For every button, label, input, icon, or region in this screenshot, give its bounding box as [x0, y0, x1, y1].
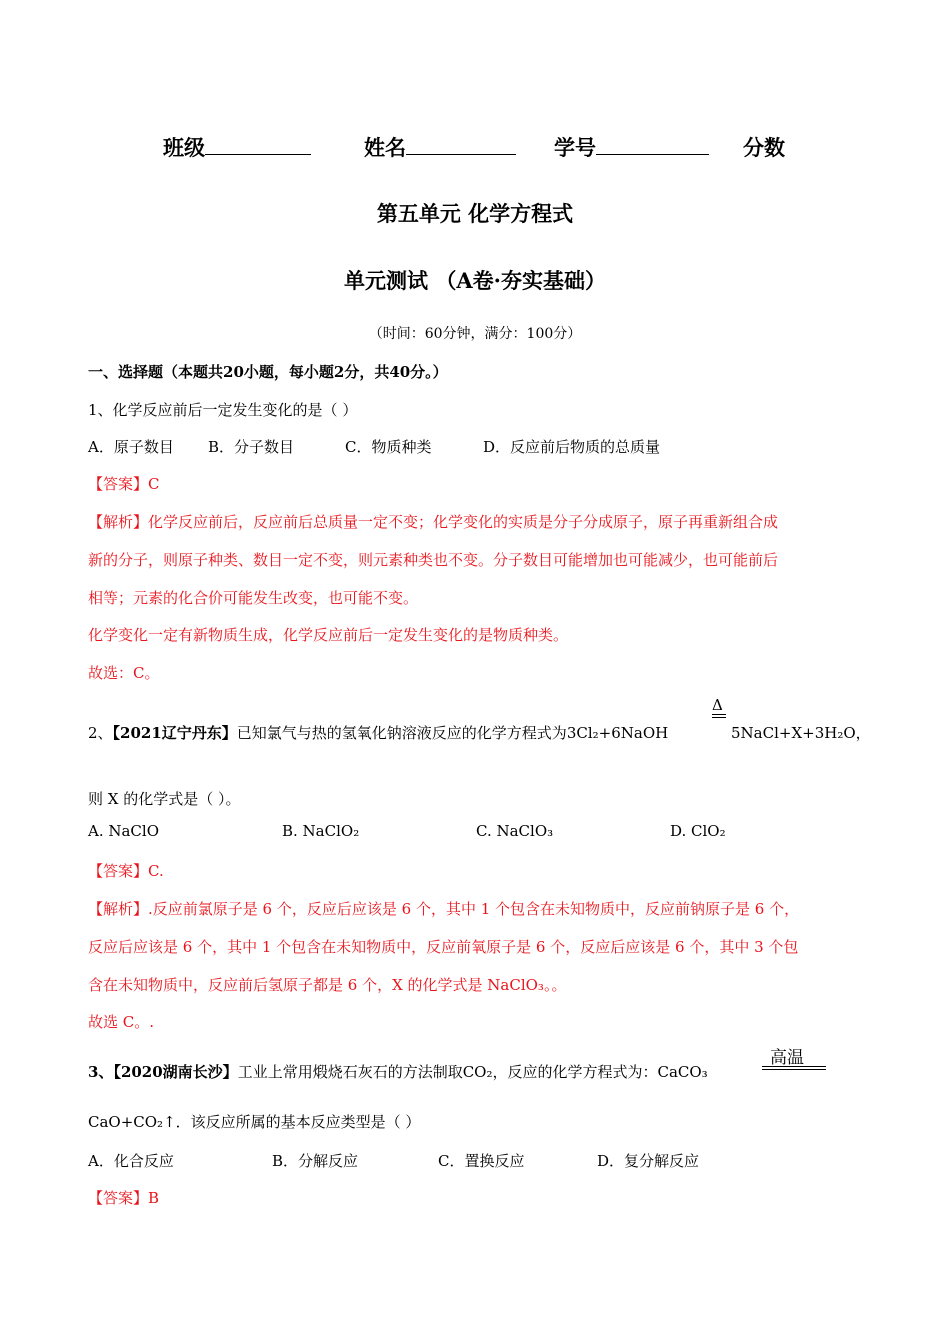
q1-option-b: B．分子数目 — [208, 438, 295, 456]
q1-stem: 1、化学反应前后一定发生变化的是（ ） — [88, 401, 358, 419]
name-label: 姓名 — [364, 135, 406, 160]
q3-number: 3、 — [88, 1063, 114, 1081]
student-no-field — [554, 132, 709, 162]
answer-value: B — [148, 1189, 160, 1207]
analysis-text: 化学反应前后，反应前后总质量一定不变；化学变化的实质是分子分成原子，原子再重新组合成 — [148, 513, 779, 531]
name-field — [364, 132, 516, 162]
page-subtitle: 单元测试 （A卷·夯实基础） — [344, 268, 606, 293]
q2-analysis-line-2: 反应后应该是 6 个，其中 1 个包含在未知物质中，反应前氧原子是 6 个，反应后应该是 6 个，其中 3 个包 — [88, 938, 799, 956]
q3-stem-text: 工业上常用煅烧石灰石的方法制取CO₂，反应的化学方程式为：CaCO₃ — [237, 1063, 708, 1081]
q2-option-c: C. NaClO₃ — [476, 822, 554, 840]
q2-option-b: B. NaClO₂ — [282, 822, 360, 840]
analysis-label: 【解析】 — [88, 513, 149, 531]
class-label: 班级 — [163, 135, 205, 160]
q1-option-a: A．原子数目 — [88, 438, 174, 456]
q3-answer — [88, 1187, 159, 1208]
q3-high-temp-condition: 高温 — [770, 1048, 804, 1068]
q1-conclusion: 故选：C。 — [88, 664, 160, 682]
q2-equation-right: 5NaCl+X+3H₂O， — [731, 724, 871, 742]
q2-stem-text: 已知氯气与热的氢氧化钠溶液反应的化学方程式为 — [236, 724, 567, 742]
q2-equals-bottom — [712, 717, 726, 718]
q1-answer — [88, 473, 160, 494]
class-field — [163, 132, 311, 162]
q2-number: 2、 — [88, 724, 113, 742]
q2-equation-left: 3Cl₂+6NaOH — [566, 724, 669, 742]
q1-analysis-line-2: 新的分子，则原子种类、数目一定不变，则元素种类也不变。分子数目可能增加也可能减少，也可能前后 — [88, 551, 779, 569]
q2-heat-condition: Δ — [712, 696, 723, 714]
q3-option-a: A．化合反应 — [88, 1152, 174, 1170]
q1-analysis-line-3: 相等；元素的化合价可能发生改变，也可能不变。 — [88, 589, 419, 607]
q2-option-d: D. ClO₂ — [670, 822, 726, 840]
q3-equals-bottom — [762, 1069, 826, 1070]
answer-value: C — [148, 475, 160, 493]
answer-label: 【答案】 — [88, 475, 149, 493]
q1-option-d: D．反应前后物质的总质量 — [483, 438, 661, 456]
section-title: 一、选择题（本题共20小题，每小题2分，共40分。） — [88, 363, 448, 381]
q1-analysis-line-1 — [88, 511, 778, 532]
q2-analysis-line-3: 含在未知物质中，反应前后氢原子都是 6 个，X 的化学式是 NaClO₃。。 — [88, 976, 567, 994]
class-blank[interactable] — [205, 136, 311, 155]
q3-option-c: C．置换反应 — [438, 1152, 525, 1170]
q3-option-b: B．分解反应 — [272, 1152, 359, 1170]
answer-label: 【答案】 — [88, 1189, 149, 1207]
analysis-text: .反应前氯原子是 6 个，反应后应该是 6 个，其中 1 个包含在未知物质中，反应前钠原子是 6 个， — [148, 900, 800, 918]
q1-analysis-line-4: 化学变化一定有新物质生成，化学反应前后一定发生变化的是物质种类。 — [88, 626, 569, 644]
analysis-label: 【解析】 — [88, 900, 149, 918]
q3-stem — [88, 1061, 708, 1082]
answer-value: C. — [148, 862, 164, 880]
q3-equals-top — [762, 1066, 826, 1067]
q2-equals-top — [712, 714, 726, 715]
q2-stem-2: 则 X 的化学式是（ ）。 — [88, 790, 241, 808]
q2-answer — [88, 860, 164, 881]
name-blank[interactable] — [406, 136, 516, 155]
q3-source: 【2020湖南长沙】 — [113, 1063, 238, 1081]
page-title: 第五单元 化学方程式 — [376, 201, 574, 226]
score-field — [743, 132, 785, 162]
q2-source: 【2021辽宁丹东】 — [112, 724, 237, 742]
time-info: （时间：60分钟，满分：100分） — [368, 326, 582, 342]
score-label: 分数 — [743, 135, 785, 160]
student-no-blank[interactable] — [596, 136, 709, 155]
student-no-label: 学号 — [554, 135, 596, 160]
q2-conclusion: 故选 C。. — [88, 1013, 155, 1031]
q2-option-a: A. NaClO — [88, 822, 160, 840]
q2-analysis-line-1 — [88, 898, 799, 919]
q2-stem — [88, 722, 668, 743]
q1-option-c: C．物质种类 — [345, 438, 432, 456]
q3-stem-2: CaO+CO₂↑．该反应所属的基本反应类型是（ ） — [88, 1113, 421, 1131]
answer-label: 【答案】 — [88, 862, 149, 880]
q3-option-d: D．复分解反应 — [597, 1152, 700, 1170]
